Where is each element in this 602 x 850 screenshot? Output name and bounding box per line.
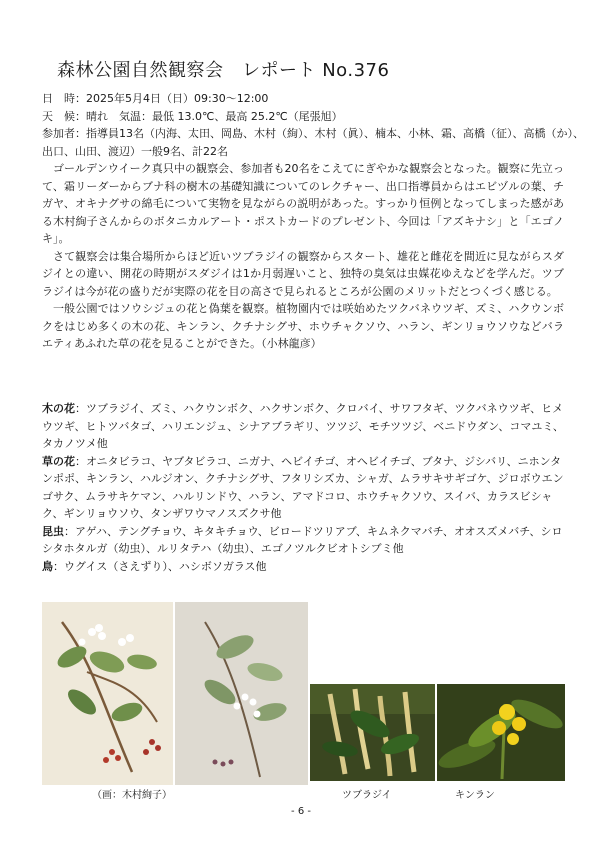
page-number: - 6 - bbox=[291, 806, 311, 817]
weather-line: 天 候：晴れ 気温：最低 13.0℃、最高 25.2℃（尾張旭） bbox=[42, 109, 343, 123]
observation-lists bbox=[42, 400, 564, 575]
list-text: ：オニタビラコ、ヤブタビラコ、ニガナ、ヘビイチゴ、オヘビイチゴ、ブタナ、ジシバリ、ニホンタンポポ、キンラン、ハルジオン、クチナシグサ、フタリシズカ、シャガ、ムラサキサギゴケ、ジロボウエンゴサク、ムラサキケマン、ハルリンドウ、ハラン、アマドコロ、ホウチャクソウ、スイバ、カラスビシャク、ギンリョウソウ、タンザワウマノスズクサ他 bbox=[42, 454, 564, 520]
photo-kinran bbox=[437, 684, 565, 781]
list-item-birds bbox=[42, 558, 564, 576]
list-text: ：アゲハ、テングチョウ、キタキチョウ、ビロードツリアブ、キムネクマバチ、オオスズメバチ、シロシタホタルガ（幼虫）、ルリタテハ（幼虫）、エゴノツルクビオトシブミ他 bbox=[42, 524, 563, 555]
caption-tsuburajii: ツブラジイ bbox=[342, 790, 392, 801]
list-item-insects bbox=[42, 523, 564, 558]
report-body bbox=[42, 160, 564, 353]
list-head: 草の花 bbox=[42, 454, 75, 468]
list-text: ：ツブラジイ、ズミ、ハクウンボク、ハクサンボク、クロバイ、サワフタギ、ツクバネウツギ、ヒメウツギ、ヒトツバタゴ、ハリエンジュ、シナアブラギリ、ツツジ、モチツツジ、ベニドウダン、コマユミ、タカノツメ他 bbox=[42, 402, 564, 450]
botanical-art-egonoki bbox=[175, 602, 308, 785]
paragraph: ゴールデンウイーク真只中の観察会、参加者も20名をこえてにぎやかな観察会となった。観察に先立って、霜リーダーからブナ科の樹木の基礎知識についてのレクチャー、出口指導員からはエビヅルの葉、チガヤ、オキナグサの綿毛について実物を見ながらの説明があった。すっかり恒例となってしまった感がある木村絢子さんからのボタニカルアート・ポストカードのプレゼント、今回は「アズキナシ」と「エゴノキ」。 bbox=[42, 162, 564, 245]
paragraph: 一般公園ではソウシジュの花と偽葉を観察。植物園内では咲始めたツクバネウツギ、ズミ、ハクウンボクをはじめ多くの木の花、キンラン、クチナシグサ、ホウチャクソウ、ハラン、ギンリョウソウなどバラエティあふれた草の花を見ることができた。（小林龍彦） bbox=[42, 302, 564, 350]
report-title: 森林公園自然観察会 レポート No.376 bbox=[57, 60, 390, 81]
list-head: 昆虫 bbox=[42, 524, 64, 538]
participants-line-1: 参加者：指導員13名（内海、太田、岡島、木村（絢）、木村（眞）、楠本、小林、霜、高橋（征）、高橋（か）、 bbox=[42, 127, 584, 140]
photo-tsuburajii bbox=[310, 684, 435, 781]
list-item-flowers bbox=[42, 453, 564, 523]
list-item-trees bbox=[42, 400, 564, 453]
list-text: ：ウグイス（さえずり）、ハシボソガラス他 bbox=[53, 559, 267, 573]
caption-kinran: キンラン bbox=[455, 790, 495, 801]
list-head: 木の花 bbox=[42, 402, 75, 415]
caption-art: （画：木村絢子） bbox=[92, 790, 172, 801]
participants-line-2: 出口、山田、渡辺）一般9名、計22名 bbox=[42, 144, 228, 158]
botanical-art-azukinashi bbox=[42, 602, 173, 785]
paragraph: さて観察会は集合場所からほど近いツブラジイの観察からスタート、雄花と雌花を間近に見ながらスダジイとの違い、開花の時期がスダジイは1か月弱遅いこと、独特の臭気は虫媒花ゆえなどを学んだ。ツブラジイは今が花の盛りだが実際の花を目の高さで見られるところが公園のメリットだとつくづく感じる。 bbox=[42, 249, 564, 298]
list-head: 鳥 bbox=[42, 559, 53, 573]
date-line: 日 時：2025年5月4日（日）09:30〜12:00 bbox=[42, 92, 269, 105]
meta-info bbox=[42, 90, 584, 160]
